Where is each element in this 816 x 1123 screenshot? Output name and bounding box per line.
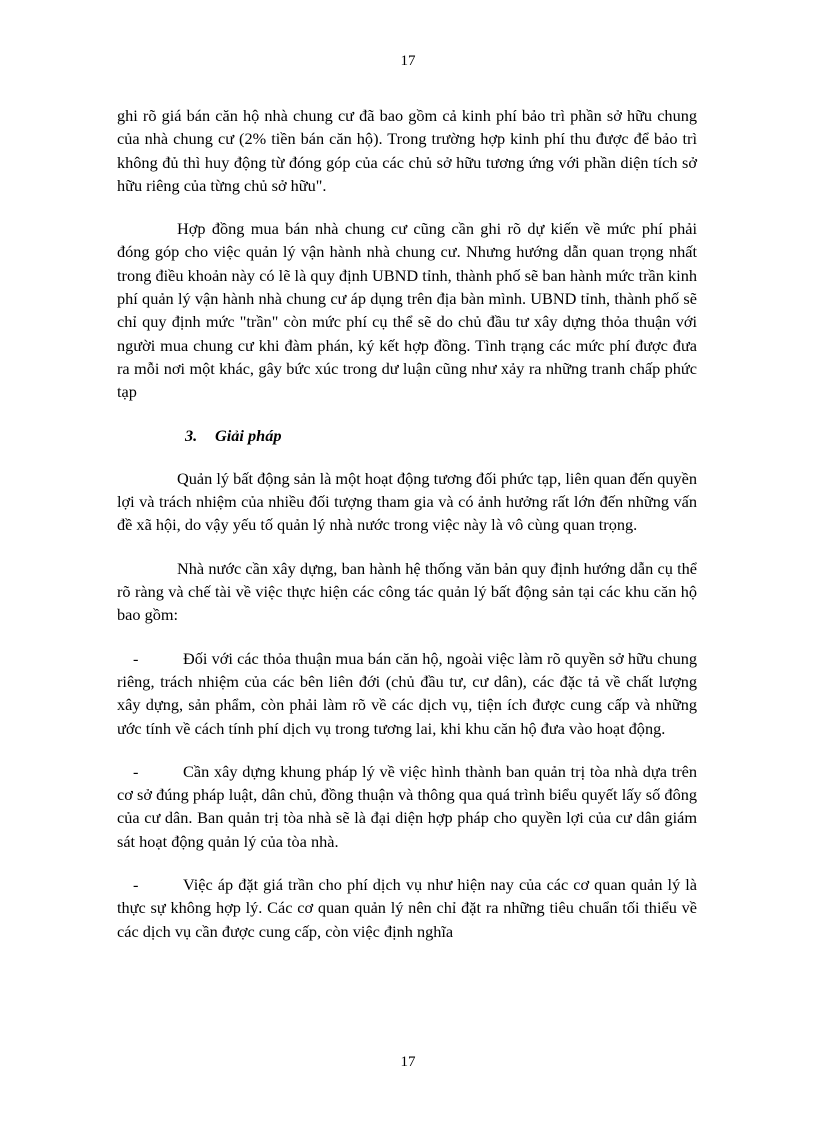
bullet-marker: - bbox=[133, 648, 139, 668]
paragraph-contract-fees: Hợp đồng mua bán nhà chung cư cũng cần ghi rõ dự kiến về mức phí phải đóng góp cho việc quản lý vận hành nhà chung cư. Nhưng hướng dẫn quan trọng nhất trong điều khoản này có lẽ là quy định UBND tỉnh, thành phố sẽ ban hành mức trần kinh phí quản lý vận hành nhà chung cư áp dụng trên địa bàn mình. UBND tỉnh, thành phố sẽ chỉ quy định mức "trần" còn mức phí cụ thể sẽ do chủ đầu tư xây dựng thỏa thuận với người mua chung cư khi đàm phán, ký kết hợp đồng. Tình trạng các mức phí được đưa ra mỗi nơi một khác, gây bức xúc trong dư luận cũng như xảy ra những tranh chấp phức tạp bbox=[117, 219, 697, 402]
page-number-top: 17 bbox=[400, 53, 416, 69]
bullet-text: Việc áp đặt giá trần cho phí dịch vụ như hiện nay của các cơ quan quản lý là thực sự không hợp lý. Các cơ quan quản lý nên chỉ đặt ra những tiêu chuẩn tối thiểu về các dịch vụ cần được cung cấp, còn việc định nghĩa bbox=[117, 875, 697, 941]
page-number-bottom: 17 bbox=[400, 1054, 416, 1070]
bullet-text: Đối với các thỏa thuận mua bán căn hộ, ngoài việc làm rõ quyền sở hữu chung riêng, trách nhiệm của các bên liên đới (chủ đầu tư, cư dân), các đặc tả về chất lượng xây dựng, sản phẩm, còn phải làm rõ về các dịch vụ, tiện ích được cung cấp và những ước tính về cách tính phí dịch vụ trong tương lai, khi khu căn hộ đưa vào hoạt động. bbox=[117, 648, 697, 738]
page-content bbox=[117, 104, 697, 963]
bullet-marker: - bbox=[133, 875, 139, 895]
paragraph-continued: ghi rõ giá bán căn hộ nhà chung cư đã bao gồm cả kinh phí bảo trì phần sở hữu chung của nhà chung cư (2% tiền bán căn hộ). Trong trường hợp kinh phí thu được để bảo trì không đủ thì huy động từ đóng góp của các chủ sở hữu tương ứng với phần diện tích sở hữu riêng của từng chủ sở hữu". bbox=[117, 106, 697, 195]
section-heading bbox=[117, 424, 697, 447]
paragraph-management-overview: Quản lý bất động sản là một hoạt động tương đối phức tạp, liên quan đến quyền lợi và trách nhiệm của nhiều đối tượng tham gia và có ảnh hưởng rất lớn đến những vấn đề xã hội, do vậy yếu tố quản lý nhà nước trong việc này là vô cùng quan trọng. bbox=[117, 468, 697, 535]
bullet-item bbox=[117, 760, 697, 853]
bullet-text: Cần xây dựng khung pháp lý về việc hình thành ban quản trị tòa nhà dựa trên cơ sở đúng pháp luật, dân chủ, đồng thuận và thông qua quá trình biểu quyết lấy số đông của cư dân. Ban quản trị tòa nhà sẽ là đại diện hợp pháp cho quyền lợi của cư dân giám sát hoạt động quản lý của tòa nhà. bbox=[117, 761, 697, 851]
paragraph-state-regulation: Nhà nước cần xây dựng, ban hành hệ thống văn bản quy định hướng dẫn cụ thể rõ ràng và chế tài về việc thực hiện các công tác quản lý bất động sản tại các khu căn hộ bao gồm: bbox=[117, 558, 697, 625]
bullet-item bbox=[117, 647, 697, 740]
bullet-item bbox=[117, 873, 697, 943]
bullet-marker: - bbox=[133, 761, 139, 781]
section-title: Giải pháp bbox=[215, 425, 282, 445]
section-number: 3. bbox=[185, 425, 198, 445]
